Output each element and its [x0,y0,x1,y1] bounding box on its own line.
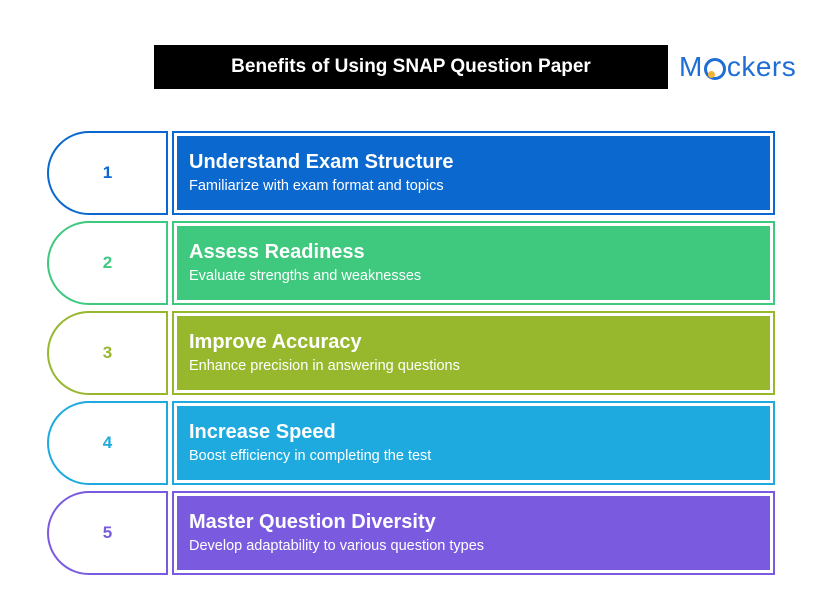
benefit-card [177,136,770,210]
step-number: 2 [102,253,113,272]
benefit-subtitle: Enhance precision in answering questions [189,358,460,374]
step-number: 1 [102,163,113,182]
benefit-title: Increase Speed [189,421,336,443]
step-number-tab [47,131,168,215]
mockers-logo [679,48,796,86]
benefit-row-1 [0,130,822,216]
benefit-card-frame [172,131,775,215]
benefit-title: Understand Exam Structure [189,151,454,173]
benefit-subtitle: Develop adaptability to various question types [189,538,485,554]
benefit-title: Assess Readiness [189,241,365,263]
logo-ring-icon [704,58,726,80]
step-number-tab [47,401,168,485]
benefit-title: Master Question Diversity [189,511,436,533]
benefit-row-4 [0,400,822,486]
step-number: 3 [102,343,113,362]
benefit-title: Improve Accuracy [189,331,362,353]
page-title: Benefits of Using SNAP Question Paper [231,56,591,77]
step-number: 5 [102,523,113,542]
benefit-card [177,226,770,300]
benefit-card [177,496,770,570]
benefit-subtitle: Boost efficiency in completing the test [189,448,432,464]
benefit-card-frame [172,401,775,485]
logo-text-start: M [679,51,703,82]
benefit-card [177,406,770,480]
benefit-card [177,316,770,390]
benefit-row-3 [0,310,822,396]
page-title-bar [154,45,668,89]
step-number-tab [47,311,168,395]
benefit-card-frame [172,491,775,575]
logo-text-end: ckers [726,51,797,82]
step-number-tab [47,221,168,305]
benefit-row-5 [0,490,822,576]
benefit-subtitle: Familiarize with exam format and topics [189,178,444,194]
step-number-tab [47,491,168,575]
benefit-subtitle: Evaluate strengths and weaknesses [189,268,422,284]
benefit-row-2 [0,220,822,306]
step-number: 4 [102,433,113,452]
benefit-card-frame [172,311,775,395]
benefit-card-frame [172,221,775,305]
